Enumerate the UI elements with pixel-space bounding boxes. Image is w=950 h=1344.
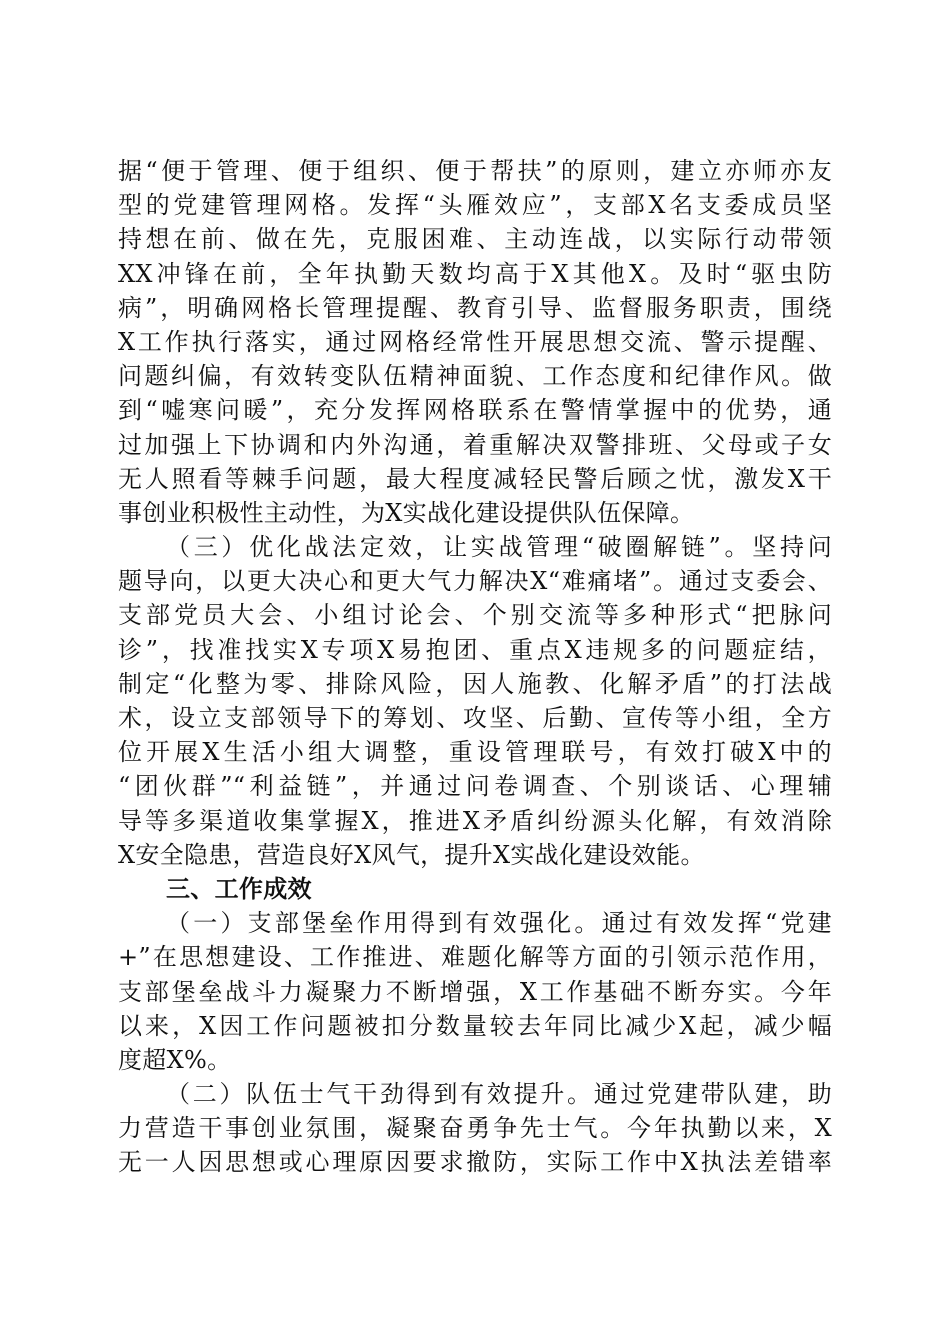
paragraph-line: 制定“化整为零、排除风险，因人施教、化解矛盾”的打法战: [118, 669, 832, 698]
paragraph-line: 诊”，找准找实X专项X易抱团、重点X违规多的问题症结，: [118, 635, 832, 664]
paragraph-line: 持想在前、做在先，克服困难、主动连战，以实际行动带领: [118, 225, 832, 254]
paragraph-line: 事创业积极性主动性，为X实战化建设提供队伍保障。: [118, 498, 695, 527]
paragraph-line: +”在思想建设、工作推进、难题化解等方面的引领示范作用，: [118, 943, 832, 972]
paragraph-line: 支部党员大会、小组讨论会、个别交流等多种形式“把脉问: [118, 601, 832, 630]
paragraph-line: （二）队伍士气干劲得到有效提升。通过党建带队建，助: [166, 1080, 832, 1109]
paragraph-line: 题导向，以更大决心和更大气力解决X“难痛堵”。通过支委会、: [118, 567, 832, 596]
paragraph-line: 术，设立支部领导下的筹划、攻坚、后勤、宣传等小组，全方: [118, 704, 832, 732]
paragraph-line: 问题纠偏，有效转变队伍精神面貌、工作态度和纪律作风。做: [118, 362, 832, 391]
section-heading: 三、工作成效: [166, 874, 312, 903]
document-body: [118, 154, 832, 1180]
paragraph-line: 病”，明确网格长管理提醒、教育引导、监督服务职责，围绕: [118, 293, 832, 322]
paragraph-line: 位开展X生活小组大调整，重设管理联号，有效打破X中的: [118, 738, 832, 767]
paragraph-line: （三）优化战法定效，让实战管理“破圈解链”。坚持问: [166, 533, 832, 562]
paragraph-line: 力营造干事创业氛围，凝聚奋勇争先士气。今年执勤以来，X: [118, 1114, 832, 1143]
paragraph-line: （一）支部堡垒作用得到有效强化。通过有效发挥“党建: [166, 909, 832, 938]
paragraph-line: 据“便于管理、便于组织、便于帮扶”的原则，建立亦师亦友: [118, 157, 832, 185]
paragraph-line: XX冲锋在前，全年执勤天数均高于X其他X。及时“驱虫防: [118, 259, 832, 288]
paragraph-line: 到“嘘寒问暖”，充分发挥网格联系在警情掌握中的优势，通: [118, 396, 832, 425]
paragraph-line: 型的党建管理网格。发挥“头雁效应”，支部X名支委成员坚: [118, 191, 832, 220]
paragraph-line: 支部堡垒战斗力凝聚力不断增强，X工作基础不断夯实。今年: [118, 977, 832, 1006]
paragraph-line: X安全隐患，营造良好X风气，提升X实战化建设效能。: [118, 840, 705, 869]
paragraph-line: 导等多渠道收集掌握X，推进X矛盾纠纷源头化解，有效消除: [118, 806, 832, 835]
paragraph-line: “团伙群”“利益链”，并通过问卷调查、个别谈话、心理辅: [118, 772, 832, 801]
paragraph-line: 无一人因思想或心理原因要求撤防，实际工作中X执法差错率: [118, 1148, 832, 1177]
paragraph-line: 无人照看等棘手问题，最大程度减轻民警后顾之忧，激发X干: [118, 464, 832, 493]
paragraph-line: 过加强上下协调和内外沟通，着重解决双警排班、父母或子女: [118, 430, 832, 459]
paragraph-line: 以来，X因工作问题被扣分数量较去年同比减少X起，减少幅: [118, 1011, 832, 1040]
paragraph-line: 度超X%。: [118, 1045, 232, 1074]
paragraph-line: X工作执行落实，通过网格经常性开展思想交流、警示提醒、: [118, 327, 832, 356]
